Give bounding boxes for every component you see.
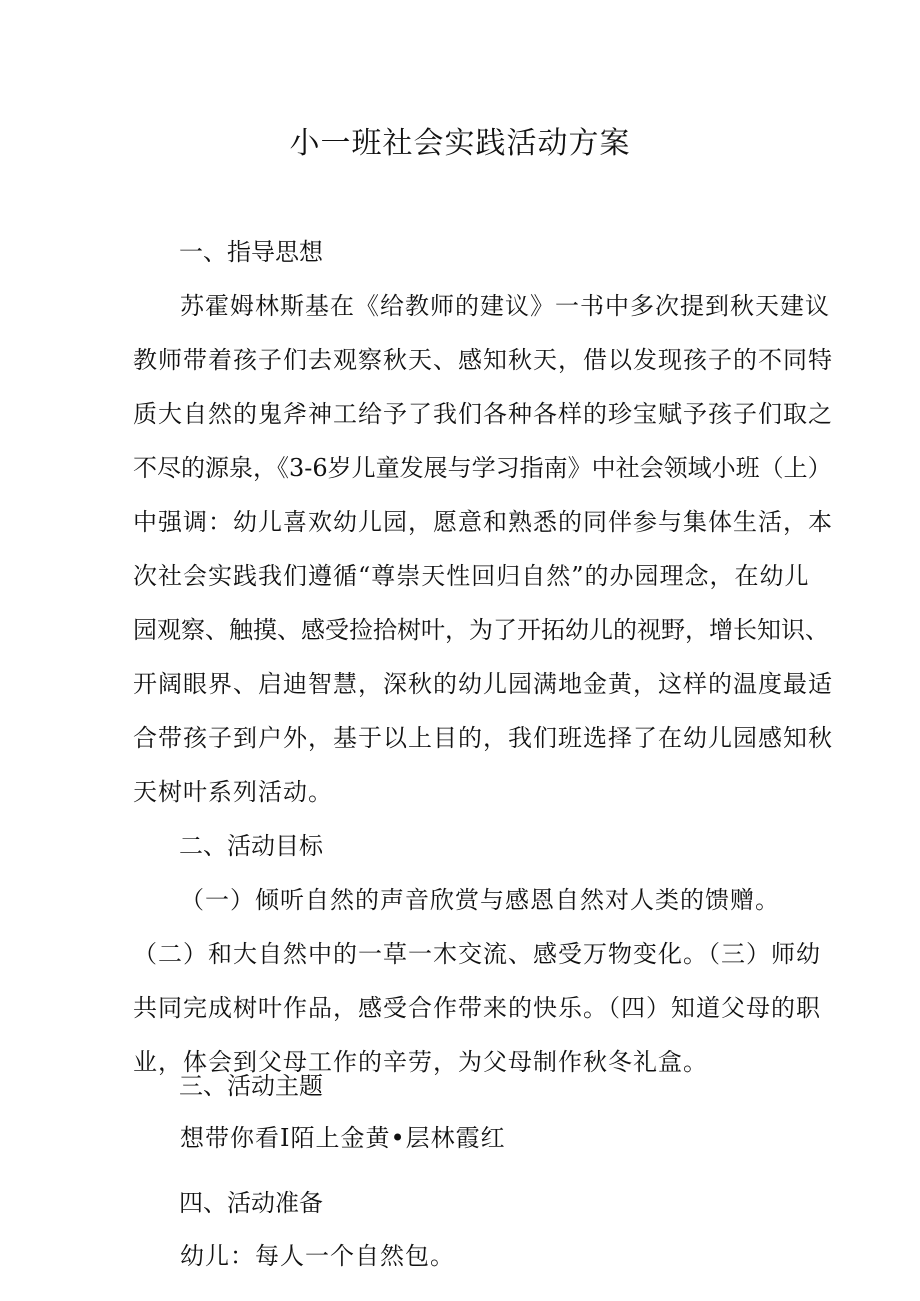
section-heading-guiding-idea: 一、指导思想 xyxy=(179,238,323,266)
body-line: 不尽的源泉，《3-6岁儿童发展与学习指南》中社会领域小班（上） xyxy=(133,454,832,482)
body-line: 业，体会到父母工作的辛劳，为父母制作秋冬礼盒。 xyxy=(133,1048,708,1076)
body-line: 开阔眼界、启迪智慧，深秋的幼儿园满地金黄，这样的温度最适 xyxy=(133,670,833,698)
body-line: 质大自然的鬼斧神工给予了我们各种各样的珍宝赋予孩子们取之 xyxy=(133,400,833,428)
section-heading-activity-goals: 二、活动目标 xyxy=(179,832,323,860)
section-heading-activity-theme: 三、活动主题 xyxy=(179,1072,323,1100)
section-heading-activity-preparation: 四、活动准备 xyxy=(179,1189,323,1217)
body-line: （二）和大自然中的一草一木交流、感受万物变化。（三）师幼 xyxy=(133,940,821,968)
body-line: 合带孩子到户外，基于以上目的，我们班选择了在幼儿园感知秋 xyxy=(133,724,833,752)
body-line: （一）倾听自然的声音欣赏与感恩自然对人类的馈赠。 xyxy=(180,886,780,914)
body-line: 共同完成树叶作品，感受合作带来的快乐。（四）知道父母的职 xyxy=(133,994,821,1022)
body-line: 次社会实践我们遵循“尊崇天性回归自然”的办园理念，在幼儿 xyxy=(133,562,810,590)
body-line: 幼儿：每人一个自然包。 xyxy=(180,1242,455,1270)
body-line: 园观察、触摸、感受捡拾树叶，为了开拓幼儿的视野，增长知识、 xyxy=(133,616,829,644)
body-line: 教师带着孩子们去观察秋天、感知秋天，借以发现孩子的不同特 xyxy=(133,346,833,374)
body-line: 苏霍姆林斯基在《给教师的建议》一书中多次提到秋天建议 xyxy=(180,292,830,320)
body-line: 想带你看I陌上金黄•层林霞红 xyxy=(180,1124,506,1152)
body-line: 天树叶系列活动。 xyxy=(133,778,333,806)
body-line: 中强调：幼儿喜欢幼儿园，愿意和熟悉的同伴参与集体生活，本 xyxy=(133,508,833,536)
page-title: 小一班社会实践活动方案 xyxy=(289,126,631,161)
